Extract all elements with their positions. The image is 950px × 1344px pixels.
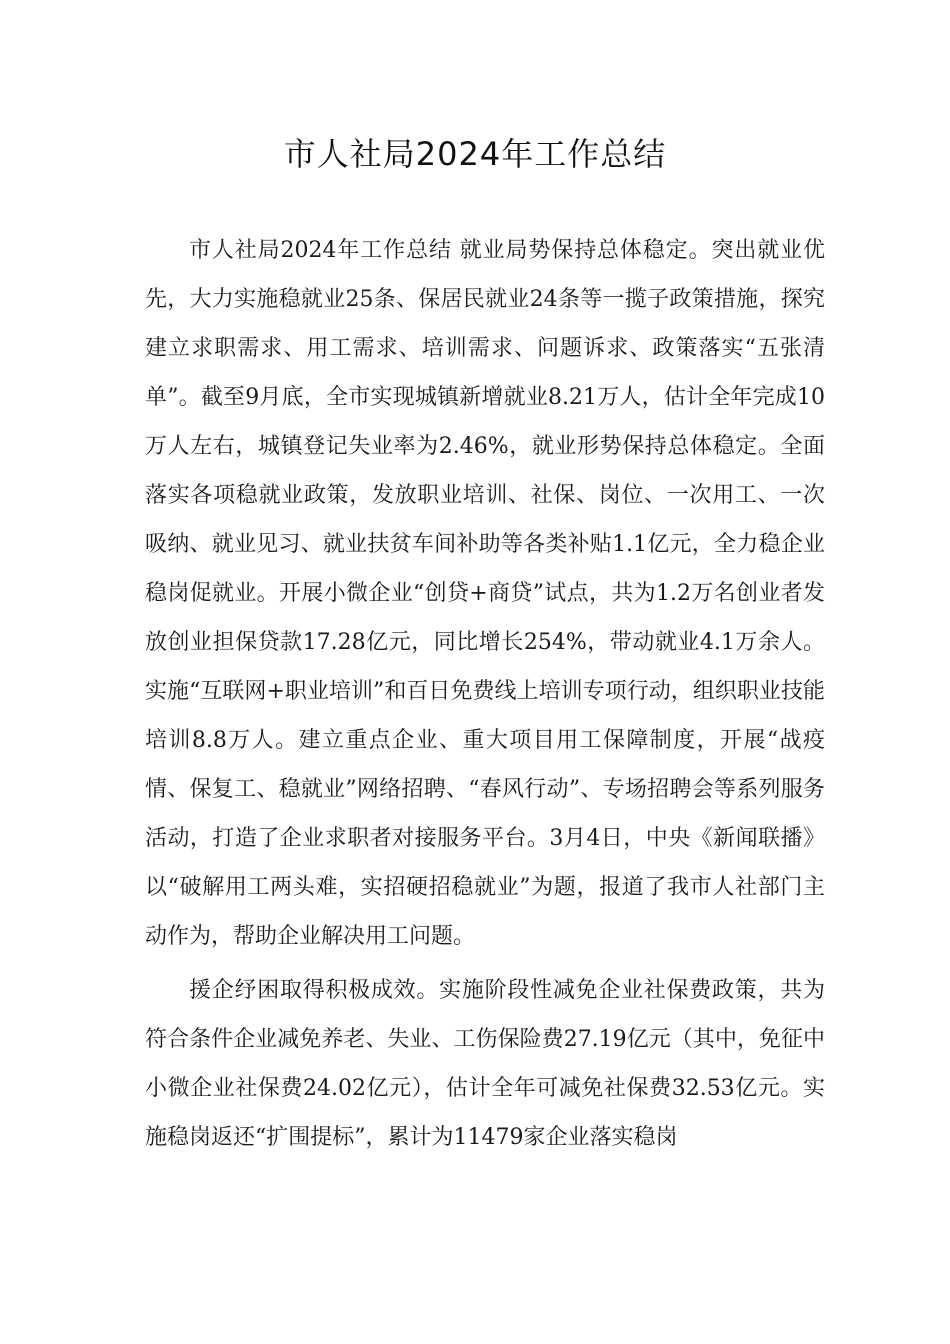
document-title: 市人社局2024年工作总结 — [283, 135, 667, 173]
paragraph-enterprise-relief: 援企纾困取得积极成效。实施阶段性减免企业社保费政策，共为符合条件企业减免养老、失业、工伤保险费27.19亿元（其中，免征中小微企业社保费24.02亿元），估计全年可减免社保费32.53亿元。实施稳岗返还“扩围提标”，累计为11479家企业落实稳岗 — [145, 978, 825, 1150]
paragraph-employment: 市人社局2024年工作总结 就业局势保持总体稳定。突出就业优先，大力实施稳就业25条、保居民就业24条等一揽子政策措施，探究建立求职需求、用工需求、培训需求、问题诉求、政策落实“五张清单”。截至9月底，全市实现城镇新增就业8.21万人，估计全年完成10万人左右，城镇登记失业率为2.46%，就业形势保持总体稳定。全面落实各项稳就业政策，发放职业培训、社保、岗位、一次用工、一次吸纳、就业见习、就业扶贫车间补助等各类补贴1.1亿元，全力稳企业稳岗促就业。开展小微企业“创贷+商贷”试点，共为1.2万名创业者发放创业担保贷款17.28亿元，同比增长254%，带动就业4.1万余人。实施“互联网+职业培训”和百日免费线上培训专项行动，组织职业技能培训8.8万人。建立重点企业、重大项目用工保障制度，开展“战疫情、保复工、稳就业”网络招聘、“春风行动”、专场招聘会等系列服务活动，打造了企业求职者对接服务平台。3月4日，中央《新闻联播》以“破解用工两头难，实招硬招稳就业”为题，报道了我市人社部门主动作为，帮助企业解决用工问题。 — [145, 238, 825, 949]
document-body — [145, 226, 825, 1162]
